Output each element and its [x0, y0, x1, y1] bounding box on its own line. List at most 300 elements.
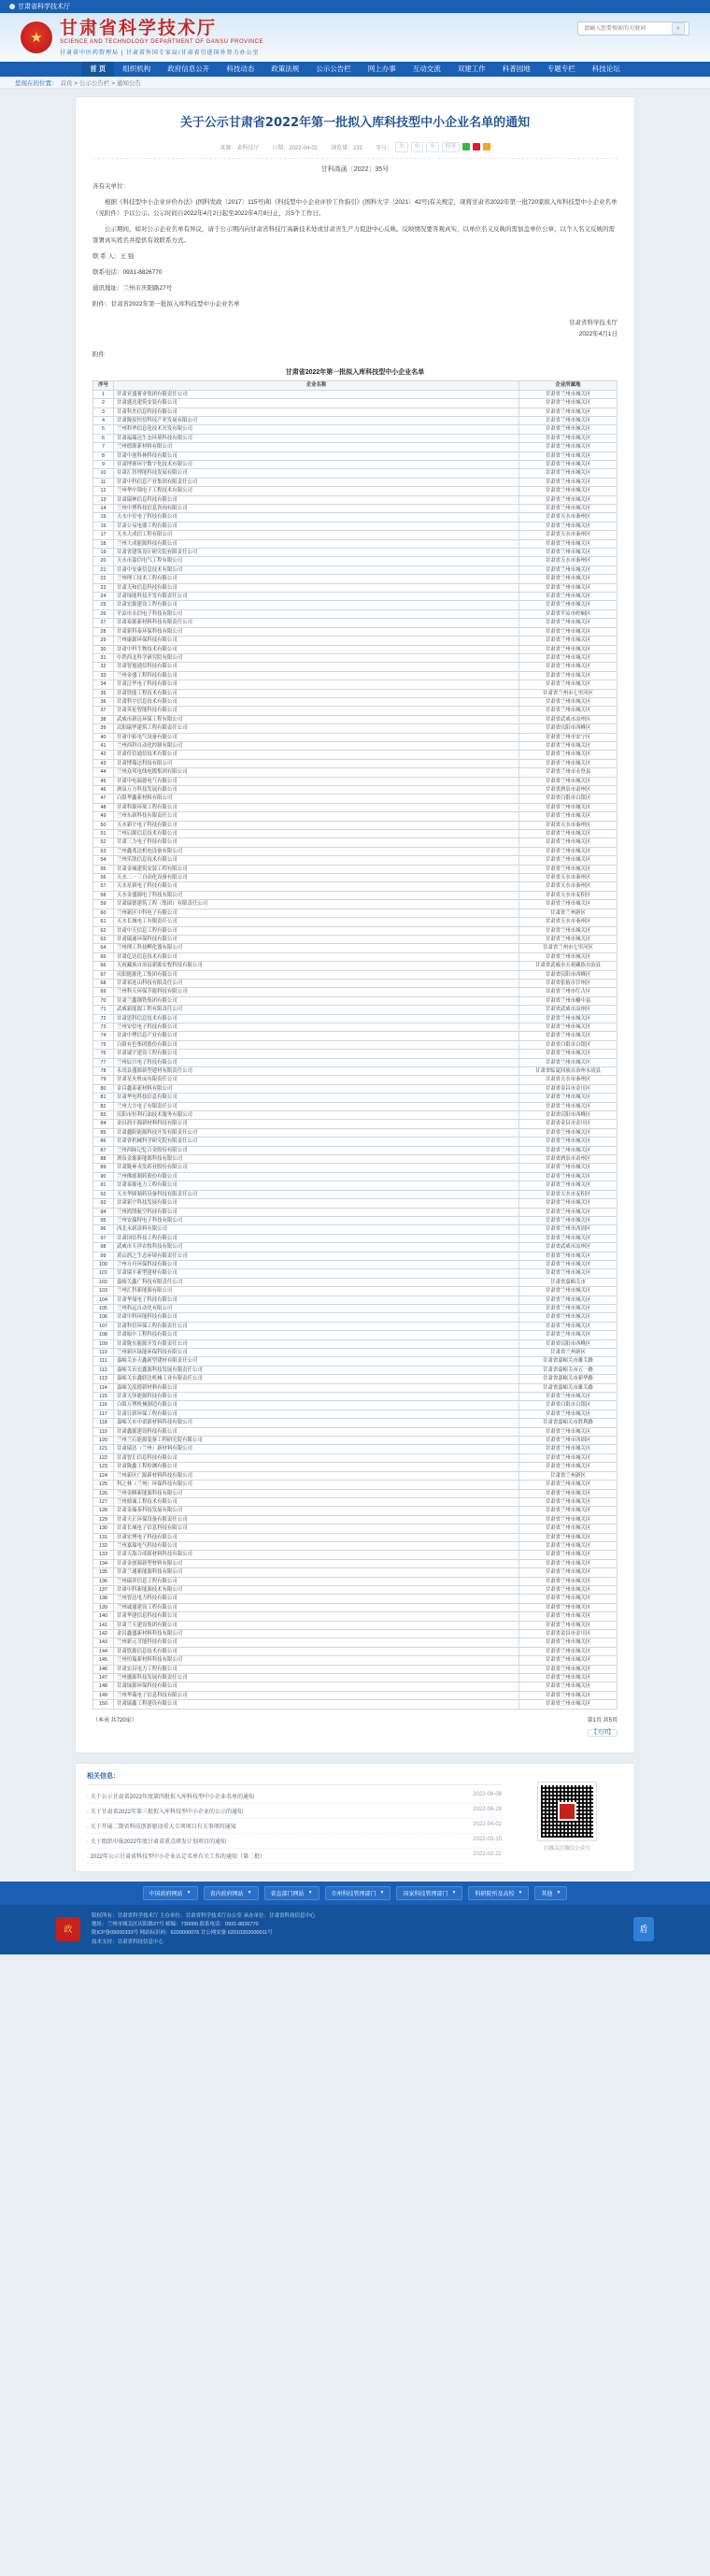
contact-person: 联 系 人：王 强 — [92, 252, 135, 260]
nav-item-online-service[interactable]: 网上办事 — [367, 64, 396, 73]
table-row — [93, 1287, 618, 1295]
cell-region: 甘肃省兰州市城关区 — [519, 1515, 618, 1524]
table-row — [93, 715, 618, 723]
table-row — [93, 1463, 618, 1471]
cell-region: 甘肃省兰州市城关区 — [519, 1621, 618, 1629]
cell-region: 甘肃省兰州市城关区 — [519, 645, 618, 653]
cell-name: 兰州理工技术工程有限公司 — [114, 575, 519, 583]
cell-region: 甘肃省天水市秦州区 — [519, 874, 618, 882]
cell-no: 36 — [93, 697, 114, 706]
table-pagenum: 第1页 共5页 — [587, 1717, 618, 1724]
cell-name: 兰州大方电子有限责任公司 — [114, 1102, 519, 1110]
related-item-4-title[interactable]: · 关于组织申报2022年度甘肃省重点研发计划项目的通知 — [87, 1837, 226, 1845]
cell-no: 95 — [93, 1216, 114, 1224]
close-link[interactable] — [92, 1727, 618, 1736]
cell-region: 甘肃省兰州市城关区 — [519, 1612, 618, 1621]
nav-item-double-build[interactable]: 双建工作 — [457, 64, 486, 73]
cell-region: 甘肃省武威市凉州区 — [519, 715, 618, 723]
cell-no: 59 — [93, 900, 114, 909]
share-weibo-icon[interactable] — [473, 143, 480, 150]
cell-no: 65 — [93, 952, 114, 961]
cell-no: 139 — [93, 1603, 114, 1611]
footer-line-2: 地址：兰州市城关区庆阳路27号 邮编：730000 联系电话：0931-8826770 — [92, 1922, 259, 1928]
cell-region: 甘肃省兰州市城关区 — [519, 627, 618, 636]
cell-region: 甘肃省天水市秦州区 — [519, 557, 618, 565]
cell-name: 嘉峪关泓德新材料有限公司 — [114, 1383, 519, 1392]
cell-region: 甘肃省庆阳市西峰区 — [519, 1339, 618, 1348]
nav-item-org[interactable]: 组织机构 — [122, 64, 151, 73]
gov-badge-icon — [56, 1917, 80, 1941]
cell-region: 甘肃省兰州市城关区 — [519, 1533, 618, 1541]
table-row — [93, 495, 618, 504]
cell-name: 甘肃祁连山科技有限责任公司 — [114, 979, 519, 987]
link-select-other[interactable] — [534, 1886, 567, 1900]
cell-name: 甘肃中博信息产业有限公司 — [114, 1032, 519, 1040]
cell-no: 57 — [93, 882, 114, 891]
contact-address: 通讯地址：兰州市庆阳路27号 — [92, 284, 173, 292]
cell-region: 甘肃省兰州市城关区 — [519, 478, 618, 486]
table-row — [93, 1023, 618, 1031]
cell-name: 兰州新元节能科技有限公司 — [114, 1639, 519, 1647]
cell-region: 甘肃省嘉峪关市 — [519, 1278, 618, 1286]
cell-name: 甘肃中创科林科技有限公司 — [114, 451, 519, 460]
table-row — [93, 451, 618, 460]
link-select-central-gov[interactable] — [143, 1886, 198, 1900]
cell-name: 甘肃省机械科学研究院有限责任公司 — [114, 1138, 519, 1146]
cell-name: 甘肃汇智博能科技发展有限公司 — [114, 469, 519, 478]
share-wechat-icon[interactable] — [462, 143, 470, 150]
link-select-city-st[interactable] — [325, 1886, 391, 1900]
table-row — [93, 1577, 618, 1585]
cell-name: 甘肃金创源新型材料有限公司 — [114, 1559, 519, 1567]
cell-name: 兰州德源新材料有限公司 — [114, 443, 519, 451]
related-item-5[interactable] — [87, 1849, 502, 1864]
cell-no: 118 — [93, 1419, 114, 1427]
site-header — [0, 13, 710, 62]
link-select-province-gov[interactable] — [204, 1886, 259, 1900]
cell-no: 133 — [93, 1551, 114, 1559]
cell-name: 兰州启源信息技术有限公司 — [114, 830, 519, 838]
cell-name: 甘肃国信科技工程有限公司 — [114, 1234, 519, 1242]
table-row — [93, 1111, 618, 1120]
related-item-4[interactable] — [87, 1834, 502, 1849]
link-select-institutes[interactable] — [468, 1886, 529, 1900]
table-body — [93, 390, 618, 1709]
cell-name: 黄山润之生态环境有限责任公司 — [114, 1252, 519, 1260]
link-select-dept[interactable] — [264, 1886, 320, 1900]
table-row — [93, 1084, 618, 1093]
cell-name: 甘肃博睿环宇数字化技术有限公司 — [114, 460, 519, 468]
cell-no: 144 — [93, 1647, 114, 1655]
cell-name: 酒泉万方科技发展有限公司 — [114, 786, 519, 794]
table-row — [93, 865, 618, 873]
cell-no: 109 — [93, 1339, 114, 1348]
cell-no: 147 — [93, 1674, 114, 1682]
breadcrumb-home[interactable]: 您现在的位置： — [15, 79, 58, 87]
th-region: 企业所属地 — [519, 381, 618, 390]
table-row — [93, 856, 618, 865]
meta-source: 来源：省科技厅 — [220, 145, 260, 151]
cell-no: 49 — [93, 812, 114, 821]
cell-no: 54 — [93, 856, 114, 865]
table-row — [93, 1102, 618, 1110]
cell-no: 150 — [93, 1700, 114, 1709]
table-row — [93, 988, 618, 996]
table-row — [93, 1541, 618, 1550]
cell-no: 88 — [93, 1155, 114, 1164]
search-input[interactable] — [582, 25, 672, 33]
cell-no: 67 — [93, 970, 114, 979]
cell-name: 甘肃陇原恒信科技产业发展有限公司 — [114, 416, 519, 424]
gov-badge-label: 政 — [64, 1924, 73, 1934]
font-size-small-button[interactable]: 小 — [426, 142, 439, 152]
cell-region: 甘肃省武威市凉州区 — [519, 1006, 618, 1014]
table-row — [93, 1612, 618, 1621]
table-row — [93, 1647, 618, 1655]
table-row — [93, 1507, 618, 1515]
nav-item-topics[interactable]: 专题专栏 — [547, 64, 575, 73]
cell-no: 45 — [93, 777, 114, 785]
cell-no: 56 — [93, 874, 114, 882]
cell-region: 甘肃省兰州市城关区 — [519, 460, 618, 468]
nav-item-interaction[interactable]: 互动交流 — [412, 64, 441, 73]
contact-phone: 联系电话：0931-8826770 — [92, 268, 163, 276]
cell-region: 甘肃省武威市天祝藏族自治县 — [519, 962, 618, 970]
table-row — [93, 741, 618, 750]
table-row — [93, 768, 618, 777]
cell-region: 甘肃省嘉峪关市胜利路 — [519, 1419, 618, 1427]
link-select-province-gov-label: 省内政府网站 — [209, 1891, 244, 1897]
cell-no: 108 — [93, 1331, 114, 1339]
table-row — [93, 1427, 618, 1436]
cell-region: 甘肃省兰州市城关区 — [519, 1585, 618, 1594]
table-row — [93, 1128, 618, 1137]
font-size-large-button[interactable]: 大 — [395, 142, 408, 152]
cell-no: 35 — [93, 689, 114, 697]
table-row — [93, 531, 618, 539]
cell-no: 76 — [93, 1050, 114, 1058]
top-site-label: 甘肃省科学技术厅 — [18, 4, 70, 10]
cell-name: 兰州盛源科技发展有限责任公司 — [114, 1674, 519, 1682]
cell-region: 甘肃省兰州市七里河区 — [519, 944, 618, 952]
cell-region: 甘肃省兰州市城关区 — [519, 1102, 618, 1110]
cell-region: 甘肃省天水市秦州区 — [519, 1076, 618, 1084]
table-row — [93, 505, 618, 513]
main-nav[interactable] — [0, 62, 710, 77]
cell-name: 甘肃欣源信息技术有限公司 — [114, 1647, 519, 1655]
cell-name: 甘肃瑞达（兰州）新材料有限公司 — [114, 1445, 519, 1453]
link-select-national-st[interactable] — [396, 1886, 462, 1900]
cell-name: 武威新能源工程有限责任公司 — [114, 1006, 519, 1014]
table-row — [93, 637, 618, 645]
cell-name: 嘉峪关市鑫联达机械工业有限责任公司 — [114, 1375, 519, 1383]
chevron-down-icon: ▼ — [451, 1890, 457, 1896]
related-item-3[interactable] — [87, 1819, 502, 1834]
table-row — [93, 583, 618, 592]
cell-no: 138 — [93, 1595, 114, 1603]
cell-name: 兰州大成能源科技有限公司 — [114, 539, 519, 548]
table-row — [93, 803, 618, 811]
table-row — [93, 593, 618, 601]
nav-item-gov-info[interactable]: 政府信息公开 — [167, 64, 210, 73]
cell-name: 甘肃日新环保工程有限公司 — [114, 1410, 519, 1418]
table-row — [93, 1181, 618, 1190]
cell-name: 天水星新电子科技有限公司 — [114, 882, 519, 891]
table-row — [93, 1366, 618, 1374]
cell-region: 甘肃省兰州市城关区 — [519, 1058, 618, 1066]
cell-name: 甘肃金城建筑安装工程有限公司 — [114, 865, 519, 873]
cell-no: 27 — [93, 619, 114, 627]
nav-item-news[interactable]: 科技动态 — [226, 64, 255, 73]
cell-no: 31 — [93, 653, 114, 662]
attachment-line[interactable]: 附件：甘肃省2022年第一批拟入库科技型中小企业名单 — [92, 300, 240, 308]
print-button[interactable]: 打印 — [442, 142, 460, 152]
document-card — [75, 96, 635, 1753]
cell-name: 甘肃鑫源建设科技有限公司 — [114, 1427, 519, 1436]
table-row — [93, 1595, 618, 1603]
cell-no: 71 — [93, 1006, 114, 1014]
cell-region: 甘肃省兰州市城关区 — [519, 637, 618, 645]
cell-no: 17 — [93, 531, 114, 539]
cell-no: 40 — [93, 733, 114, 741]
table-row — [93, 812, 618, 821]
table-row — [93, 1410, 618, 1418]
cell-name: 甘肃亚盛薯业集团有限责任公司 — [114, 390, 519, 398]
cell-no: 121 — [93, 1445, 114, 1453]
cell-name: 甘肃瑞林信息科技有限公司 — [114, 495, 519, 504]
cell-region: 甘肃省嘉峪关市五一路 — [519, 1366, 618, 1374]
cell-region: 甘肃省兰州市城关区 — [519, 1682, 618, 1691]
cell-region: 甘肃省白银市白银区 — [519, 794, 618, 803]
close-link-label[interactable]: 【关闭】 — [588, 1729, 618, 1737]
table-row — [93, 1295, 618, 1304]
cell-name: 金昌鑫盛新材料科技有限公司 — [114, 1630, 519, 1639]
cell-no: 15 — [93, 513, 114, 522]
chevron-down-icon: ▼ — [186, 1890, 192, 1896]
table-row — [93, 1146, 618, 1154]
table-row — [93, 1357, 618, 1366]
cell-name: 嘉峪关市天鑫新型建材有限责任公司 — [114, 1357, 519, 1366]
table-row — [93, 1349, 618, 1357]
cell-no: 58 — [93, 891, 114, 899]
cell-no: 80 — [93, 1084, 114, 1093]
nav-item-home[interactable]: 首 页 — [81, 62, 114, 77]
table-row — [93, 847, 618, 855]
cell-region: 甘肃省兰州新区 — [519, 1349, 618, 1357]
cell-region: 甘肃省兰州市城关区 — [519, 1674, 618, 1682]
nav-item-policy[interactable]: 政策法规 — [271, 64, 300, 73]
cell-region: 甘肃省天水市麦积区 — [519, 1190, 618, 1198]
cell-region: 甘肃省兰州市城关区 — [519, 487, 618, 495]
font-size-medium-button[interactable]: 中 — [411, 142, 424, 152]
cell-name: 甘肃陇东能源开发有限责任公司 — [114, 1339, 519, 1348]
friend-links-bar[interactable] — [0, 1882, 710, 1905]
cell-region: 甘肃省兰州市城关区 — [519, 1639, 618, 1647]
cell-name: 嘉峪关鑫广科技有限责任公司 — [114, 1278, 519, 1286]
cell-no: 32 — [93, 663, 114, 671]
table-row — [93, 1094, 618, 1102]
cell-no: 136 — [93, 1577, 114, 1585]
cell-no: 28 — [93, 627, 114, 636]
cell-name: 兰州新区中科电子有限公司 — [114, 909, 519, 917]
cell-region: 甘肃省兰州市红古区 — [519, 988, 618, 996]
table-header-row — [93, 381, 618, 390]
cell-name: 兰州新区绿能环保科技有限公司 — [114, 1349, 519, 1357]
related-item-2-title[interactable]: · 关于甘肃省2022年第三批拟入库科技型中小企业的公示的通知 — [87, 1807, 243, 1815]
table-row — [93, 1515, 618, 1524]
cell-name: 甘肃泰源新材料科技有限责任公司 — [114, 619, 519, 627]
cell-no: 117 — [93, 1410, 114, 1418]
cell-no: 123 — [93, 1463, 114, 1471]
nav-item-notice[interactable]: 公示公告栏 — [316, 64, 351, 73]
cell-region: 甘肃省兰州市城关区 — [519, 549, 618, 557]
table-row — [93, 1497, 618, 1506]
table-row — [93, 1208, 618, 1216]
cell-region: 甘肃省兰州市城关区 — [519, 935, 618, 943]
cell-no: 92 — [93, 1190, 114, 1198]
search-box[interactable] — [577, 21, 689, 36]
cell-name: 兰州兰石能源装备工程研究院有限公司 — [114, 1437, 519, 1445]
page-title: 关于公示甘肃省2022年第一批拟入库科技型中小企业名单的通知 — [179, 116, 531, 130]
table-row — [93, 619, 618, 627]
table-row — [93, 1322, 618, 1330]
table-row — [93, 1489, 618, 1497]
cell-name: 甘肃宏源建设工程有限公司 — [114, 601, 519, 609]
cell-no: 1 — [93, 390, 114, 398]
cell-name: 天水金盛源电子科技有限公司 — [114, 891, 519, 899]
cell-region: 甘肃省兰州市城关区 — [519, 1524, 618, 1533]
attachment-heading: 附件 — [92, 351, 105, 359]
cell-no: 13 — [93, 495, 114, 504]
cell-no: 47 — [93, 794, 114, 803]
table-row — [93, 996, 618, 1005]
search-icon[interactable]: ⌕ — [672, 22, 685, 35]
related-item-2[interactable] — [87, 1804, 502, 1819]
cell-no: 127 — [93, 1497, 114, 1506]
nav-item-forum[interactable]: 科技论坛 — [591, 64, 620, 73]
table-row — [93, 680, 618, 689]
police-shield-label: 盾 — [639, 1924, 648, 1934]
table-row — [93, 1058, 618, 1066]
cell-region: 甘肃省兰州市城关区 — [519, 565, 618, 574]
table-row — [93, 821, 618, 829]
cell-no: 116 — [93, 1401, 114, 1410]
cell-region: 甘肃省兰州市城关区 — [519, 1164, 618, 1172]
cell-name: 兰州科华信息化技术开发有限公司 — [114, 425, 519, 434]
table-row — [93, 1639, 618, 1647]
cell-no: 18 — [93, 539, 114, 548]
cell-name: 甘肃振中工程科技有限公司 — [114, 1331, 519, 1339]
cell-no: 6 — [93, 434, 114, 442]
related-item-5-title[interactable]: · 2022年公示甘肃省科技型中小企业认定名单有关工作的通知（第二批） — [87, 1852, 265, 1860]
table-row — [93, 1674, 618, 1682]
cell-region: 甘肃省金昌市金川区 — [519, 1630, 618, 1639]
cell-name: 兰州西科自动化控制有限公司 — [114, 741, 519, 750]
document-number: 甘科高函〔2022〕35号 — [320, 165, 390, 173]
cell-no: 33 — [93, 671, 114, 680]
cell-region: 甘肃省兰州市城关区 — [519, 865, 618, 873]
table-row — [93, 1032, 618, 1040]
th-name: 企业名称 — [114, 381, 519, 390]
cell-region: 甘肃省兰州市城关区 — [519, 1481, 618, 1489]
cell-name: 甘肃三力电子科技有限公司 — [114, 838, 519, 847]
cell-no: 96 — [93, 1225, 114, 1234]
cell-name: 兰州嘉瑞电气科技有限公司 — [114, 1541, 519, 1550]
cell-region: 甘肃省兰州市城关区 — [519, 900, 618, 909]
cell-region: 甘肃省兰州市城关区 — [519, 1023, 618, 1031]
table-row — [93, 1665, 618, 1673]
cell-region: 甘肃省兰州市榆中县 — [519, 996, 618, 1005]
table-row — [93, 935, 618, 943]
cell-region: 甘肃省兰州市城关区 — [519, 619, 618, 627]
related-item-2-date: 2022-06-28 — [473, 1806, 502, 1812]
cell-no: 30 — [93, 645, 114, 653]
cell-no: 42 — [93, 751, 114, 759]
cell-region: 甘肃省兰州市城关区 — [519, 1138, 618, 1146]
cell-name: 庆阳市恒利石油技术服务有限公司 — [114, 1111, 519, 1120]
link-select-national-st-label: 国家科技管理部门 — [403, 1891, 448, 1897]
table-row — [93, 522, 618, 530]
cell-no: 105 — [93, 1304, 114, 1312]
cell-region: 甘肃省酒泉市肃州区 — [519, 1155, 618, 1164]
cell-name: 兰州金盛工程科技有限公司 — [114, 671, 519, 680]
cell-region: 甘肃省嘉峪关市雄关路 — [519, 1383, 618, 1392]
cell-region: 甘肃省兰州市城关区 — [519, 425, 618, 434]
cell-no: 132 — [93, 1541, 114, 1550]
related-item-1-title[interactable]: · 关于公示甘肃省2022年度第四批拟入库科技型中小企业名单的通知 — [87, 1792, 254, 1800]
breadcrumb-path[interactable]: 首页 > 公示公告栏 > 通知公告 — [60, 79, 141, 87]
signature-date: 2022年4月1日 — [578, 330, 618, 337]
cell-region: 甘肃省兰州市城关区 — [519, 759, 618, 767]
cell-region: 甘肃省天水市秦州区 — [519, 531, 618, 539]
cell-name: 兰州众邦电线电缆集团有限公司 — [114, 768, 519, 777]
cell-no: 87 — [93, 1146, 114, 1154]
cell-region: 甘肃省武威市凉州区 — [519, 1243, 618, 1252]
cell-no: 94 — [93, 1208, 114, 1216]
footer-line-4: 技术支持：甘肃省科技信息中心 — [92, 1939, 164, 1945]
cell-no: 29 — [93, 637, 114, 645]
cell-region: 甘肃省兰州市城关区 — [519, 575, 618, 583]
cell-no: 19 — [93, 549, 114, 557]
table-row — [93, 1076, 618, 1084]
paragraph-1: 根据《科技型中小企业评价办法》(国科发政〔2017〕115号)和《科技型中小企业评价工作指引》(国科火字〔2021〕42号)有关规定，现将甘肃省2022年第一批720家拟入库科技型中小企业名单（见附件）予以公示。公示时间自2022年4月2日起至2022年4月8日止，共5个工作日。 — [92, 198, 618, 217]
cell-no: 16 — [93, 522, 114, 530]
table-row — [93, 1375, 618, 1383]
cell-region: 甘肃省兰州市城关区 — [519, 1050, 618, 1058]
table-row — [93, 565, 618, 574]
table-row — [93, 663, 618, 671]
share-qq-icon[interactable] — [483, 143, 490, 150]
cell-region: 甘肃省天水市秦州区 — [519, 882, 618, 891]
table-row — [93, 399, 618, 408]
cell-name: 甘肃兰鑫钢铁集团有限公司 — [114, 996, 519, 1005]
cell-region: 甘肃省兰州新区 — [519, 909, 618, 917]
cell-no: 74 — [93, 1032, 114, 1040]
table-row — [93, 830, 618, 838]
cell-no: 14 — [93, 505, 114, 513]
cell-name: 甘肃天和信息科技有限公司 — [114, 583, 519, 592]
cell-no: 100 — [93, 1260, 114, 1268]
cell-no: 61 — [93, 918, 114, 926]
related-item-3-title[interactable]: · 关于开展二期省科技创新驱动重大专项项目有关事项的通知 — [87, 1822, 236, 1830]
related-item-1[interactable] — [87, 1789, 502, 1804]
nav-item-science-popular[interactable]: 科普园地 — [502, 64, 531, 73]
enterprise-table — [92, 380, 618, 1709]
cell-no: 114 — [93, 1383, 114, 1392]
cell-region: 甘肃省兰州市城关区 — [519, 1094, 618, 1102]
cell-name: 甘肃福瑞达生态环境科技有限公司 — [114, 434, 519, 442]
table-row — [93, 627, 618, 636]
